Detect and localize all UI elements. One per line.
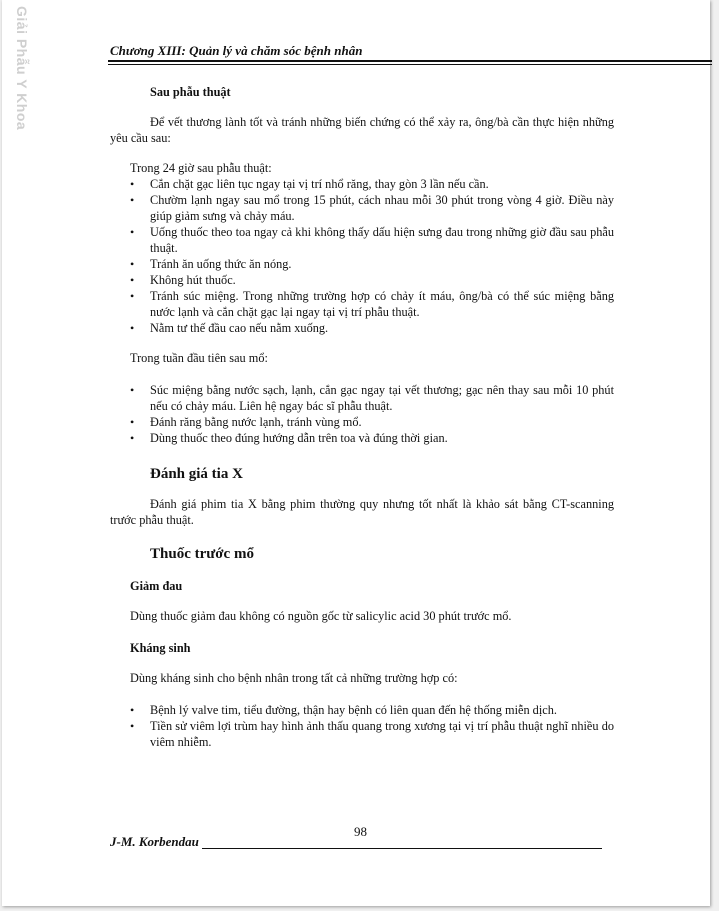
list-item: • Dùng thuốc theo đúng hướng dẫn trên toa và đúng thời gian. (130, 431, 448, 445)
footer-author: J-M. Korbendau (110, 834, 199, 849)
first-week-label: Trong tuần đầu tiên sau mổ: (130, 351, 268, 365)
section-heading-xray: Đánh giá tia X (150, 466, 243, 482)
bullet-icon: • (130, 257, 135, 271)
bullet-icon: • (130, 273, 135, 287)
list-item: • Tránh ăn uống thức ăn nóng. (130, 257, 292, 271)
document-page (2, 0, 710, 906)
bullet-icon: • (130, 415, 135, 429)
bullet-icon: • (130, 719, 135, 733)
list-item: • Uống thuốc theo toa ngay cả khi không thấy dấu hiện sưng đau trong những giờ đầu sau phẫu thuật. (130, 225, 614, 255)
footer-divider (202, 848, 602, 849)
list-item: • Cắn chặt gạc liên tục ngay tại vị trí nhổ răng, thay gòn 3 lần nếu cần. (130, 177, 489, 191)
watermark: Giải Phẫu Y Khoa (14, 6, 30, 131)
bullet-icon: • (130, 193, 135, 207)
list-item: • Tránh súc miệng. Trong những trường hợp có chảy ít máu, ông/bà có thể súc miệng bằng nước lạnh và cắn chặt gạc lại ngay tại vị trí phẫu thuật. (130, 289, 614, 319)
header-divider (108, 60, 712, 65)
section-heading-post-op: Sau phẫu thuật (150, 85, 231, 99)
list-item: • Bệnh lý valve tim, tiểu đường, thận hay bệnh có liên quan đến hệ thống miễn dịch. (130, 703, 557, 717)
list-item: • Nằm tư thế đầu cao nếu nằm xuống. (130, 321, 329, 335)
page-content (110, 84, 614, 750)
bullet-icon: • (130, 383, 135, 397)
bullet-icon: • (130, 225, 135, 239)
first24-list (110, 176, 614, 336)
xray-text: Đánh giá phim tia X bằng phim thường quy nhưng tốt nhất là khảo sát bằng CT-scanning trước phẫu thuật. (110, 497, 614, 527)
bullet-icon: • (130, 177, 135, 191)
list-item: • Súc miệng bằng nước sạch, lạnh, cắn gạc ngay tại vết thương; gạc nên thay sau mỗi 10 phút nếu có chảy máu. Liên hệ ngay bác sĩ phẫu thuật. (130, 383, 614, 413)
bullet-icon: • (130, 431, 135, 445)
section-heading-preop-drugs: Thuốc trước mổ (150, 546, 254, 562)
subheading-analgesic: Giảm đau (130, 579, 183, 593)
analgesic-text: Dùng thuốc giảm đau không có nguồn gốc từ salicylic acid 30 phút trước mổ. (130, 609, 512, 623)
first24-label: Trong 24 giờ sau phẫu thuật: (130, 161, 272, 175)
first-week-list (110, 382, 614, 446)
antibiotic-text: Dùng kháng sinh cho bệnh nhân trong tất cả những trường hợp có: (130, 671, 458, 685)
list-item: • Chườm lạnh ngay sau mổ trong 15 phút, cách nhau mỗi 30 phút trong vòng 4 giờ. Điều này giúp giảm sưng và chảy máu. (130, 193, 614, 223)
list-item: • Không hút thuốc. (130, 273, 236, 287)
page-number: 98 (354, 824, 367, 839)
subheading-antibiotic: Kháng sinh (130, 641, 191, 655)
post-op-intro: Để vết thương lành tốt và tránh những biến chứng có thể xảy ra, ông/bà cần thực hiện những yêu cầu sau: (110, 115, 614, 145)
bullet-icon: • (130, 703, 135, 717)
bullet-icon: • (130, 289, 135, 303)
list-item: • Tiền sử viêm lợi trùm hay hình ảnh thấu quang trong xương tại vị trí phẫu thuật nghĩ nhiều do viêm nhiễm. (130, 719, 614, 749)
bullet-icon: • (130, 321, 135, 335)
chapter-header: Chương XIII: Quản lý và chăm sóc bệnh nhân (110, 43, 363, 58)
list-item: • Đánh răng bằng nước lạnh, tránh vùng mổ. (130, 415, 362, 429)
antibiotic-list (110, 702, 614, 750)
